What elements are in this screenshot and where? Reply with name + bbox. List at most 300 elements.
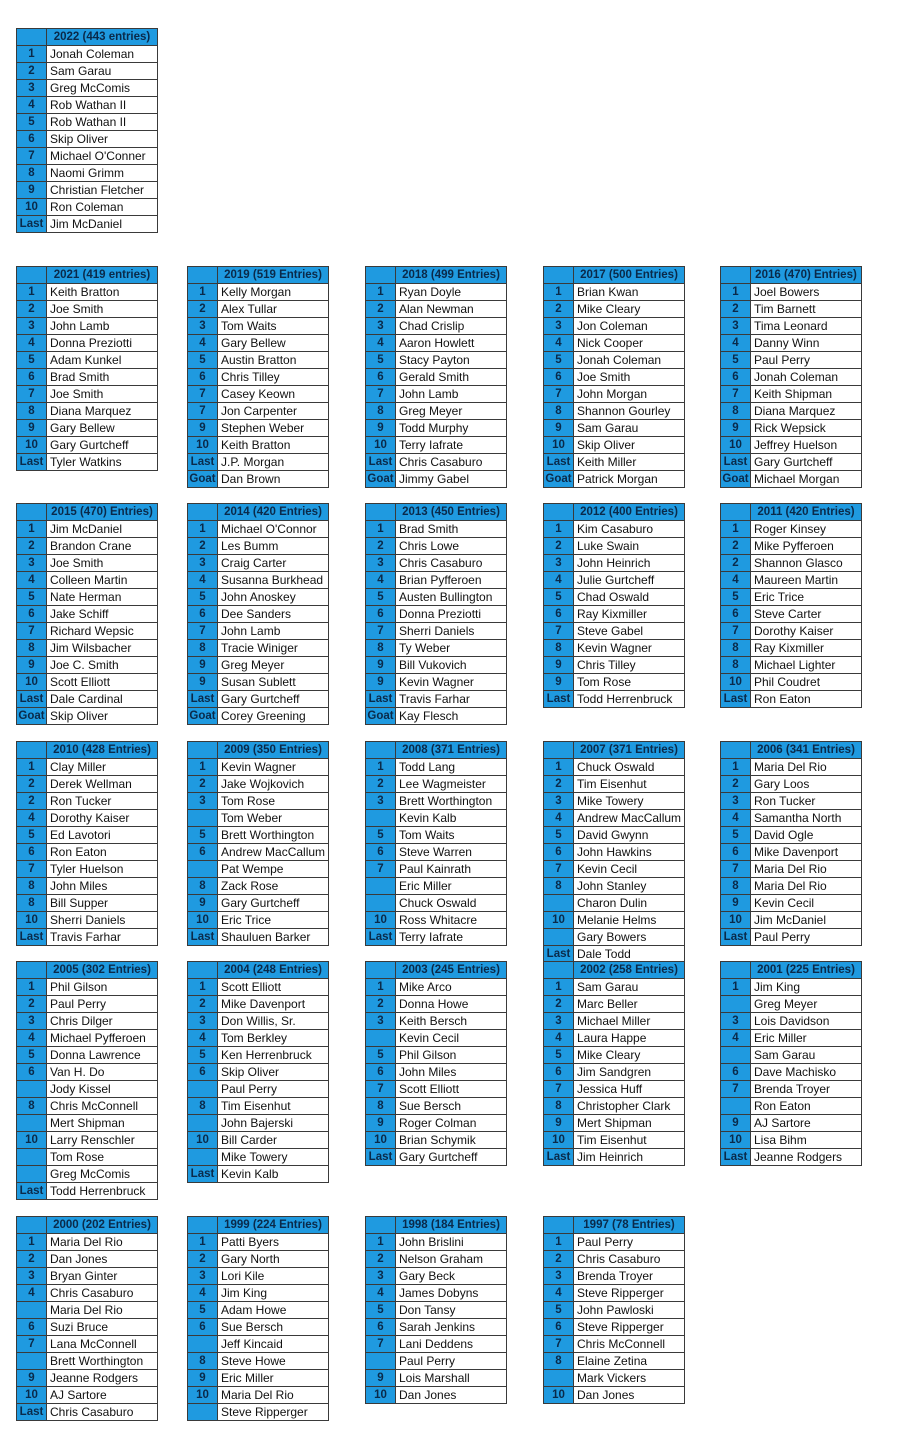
player-name-cell: Jeanne Rodgers xyxy=(47,1370,158,1387)
player-name-cell: Ty Weber xyxy=(396,640,507,657)
rank-cell: 10 xyxy=(188,1132,218,1149)
player-name-cell: Adam Kunkel xyxy=(47,352,158,369)
year-header-row xyxy=(17,267,158,284)
table-row xyxy=(17,657,158,674)
rank-cell: 2 xyxy=(544,1251,574,1268)
table-row xyxy=(366,284,507,301)
rank-cell: 6 xyxy=(721,844,751,861)
year-title: 2004 (248 Entries) xyxy=(218,962,329,979)
rank-cell: 10 xyxy=(544,437,574,454)
rank-cell: 3 xyxy=(366,1268,396,1285)
rank-cell xyxy=(366,1353,396,1370)
year-table xyxy=(16,28,158,233)
table-row xyxy=(188,895,329,912)
table-row xyxy=(366,1370,507,1387)
rank-cell: 4 xyxy=(366,572,396,589)
table-row xyxy=(17,1149,158,1166)
rank-cell: 1 xyxy=(17,46,47,63)
player-name-cell: Brenda Troyer xyxy=(751,1081,862,1098)
table-row xyxy=(366,352,507,369)
player-name-cell: Paul Perry xyxy=(751,929,862,946)
year-table xyxy=(543,1216,685,1404)
rank-cell: 5 xyxy=(17,827,47,844)
rank-cell: 6 xyxy=(366,1319,396,1336)
player-name-cell: Laura Happe xyxy=(574,1030,685,1047)
table-row xyxy=(17,165,158,182)
year-header-row xyxy=(188,1217,329,1234)
table-row xyxy=(17,420,158,437)
table-row xyxy=(17,521,158,538)
table-row xyxy=(17,776,158,793)
player-name-cell: Maria Del Rio xyxy=(751,759,862,776)
header-rank-cell xyxy=(366,504,396,521)
player-name-cell: Jim McDaniel xyxy=(47,521,158,538)
rank-cell: 8 xyxy=(17,878,47,895)
year-table xyxy=(365,503,507,725)
table-row xyxy=(366,878,507,895)
rank-cell: 9 xyxy=(366,674,396,691)
table-row xyxy=(721,674,862,691)
player-name-cell: Dale Cardinal xyxy=(47,691,158,708)
table-row xyxy=(188,844,329,861)
header-rank-cell xyxy=(188,504,218,521)
table-row xyxy=(17,199,158,216)
rank-cell: Last xyxy=(721,691,751,708)
table-row xyxy=(188,606,329,623)
player-name-cell: Maria Del Rio xyxy=(47,1302,158,1319)
rank-cell: 6 xyxy=(188,1319,218,1336)
player-name-cell: Jody Kissel xyxy=(47,1081,158,1098)
player-name-cell: Maria Del Rio xyxy=(218,1387,329,1404)
rank-cell: 10 xyxy=(721,437,751,454)
rank-cell: Last xyxy=(188,929,218,946)
rank-cell: 9 xyxy=(366,1115,396,1132)
rank-cell: 8 xyxy=(188,878,218,895)
year-title: 2018 (499 Entries) xyxy=(396,267,507,284)
table-row xyxy=(17,46,158,63)
rank-cell: 8 xyxy=(721,878,751,895)
player-name-cell: Tom Waits xyxy=(396,827,507,844)
table-row xyxy=(544,1030,685,1047)
player-name-cell: Joel Bowers xyxy=(751,284,862,301)
player-name-cell: Tom Waits xyxy=(218,318,329,335)
player-name-cell: Kevin Cecil xyxy=(751,895,862,912)
player-name-cell: John Miles xyxy=(47,878,158,895)
player-name-cell: Chuck Oswald xyxy=(396,895,507,912)
player-name-cell: Brett Worthington xyxy=(396,793,507,810)
rank-cell: 7 xyxy=(17,861,47,878)
table-row xyxy=(17,1098,158,1115)
table-row xyxy=(544,929,685,946)
rank-cell: 4 xyxy=(17,1285,47,1302)
player-name-cell: Dan Brown xyxy=(218,471,329,488)
table-row xyxy=(366,1302,507,1319)
rank-cell xyxy=(721,1047,751,1064)
rank-cell: 7 xyxy=(544,386,574,403)
player-name-cell: John Hawkins xyxy=(574,844,685,861)
rank-cell: 7 xyxy=(188,403,218,420)
table-row xyxy=(188,1370,329,1387)
rank-cell: 3 xyxy=(17,1268,47,1285)
player-name-cell: Kevin Wagner xyxy=(396,674,507,691)
table-row xyxy=(366,538,507,555)
table-row xyxy=(17,1387,158,1404)
rank-cell: 7 xyxy=(544,1336,574,1353)
table-row xyxy=(188,1013,329,1030)
table-row xyxy=(366,759,507,776)
player-name-cell: Eric Trice xyxy=(218,912,329,929)
rank-cell: 2 xyxy=(188,301,218,318)
player-name-cell: Steve Gabel xyxy=(574,623,685,640)
player-name-cell: Dan Jones xyxy=(47,1251,158,1268)
rank-cell: 5 xyxy=(366,352,396,369)
player-name-cell: Ray Kixmiller xyxy=(574,606,685,623)
player-name-cell: Chris Lowe xyxy=(396,538,507,555)
rank-cell: 9 xyxy=(366,657,396,674)
player-name-cell: Jim McDaniel xyxy=(47,216,158,233)
year-header-row xyxy=(544,267,685,284)
player-name-cell: Skip Oliver xyxy=(218,1064,329,1081)
year-title: 2007 (371 Entries) xyxy=(574,742,685,759)
player-name-cell: Christopher Clark xyxy=(574,1098,685,1115)
table-row xyxy=(188,1251,329,1268)
header-rank-cell xyxy=(721,267,751,284)
year-title: 1999 (224 Entries) xyxy=(218,1217,329,1234)
table-row xyxy=(366,844,507,861)
table-row xyxy=(544,538,685,555)
table-row xyxy=(188,403,329,420)
rank-cell: 1 xyxy=(17,284,47,301)
table-row xyxy=(544,1234,685,1251)
table-row xyxy=(721,640,862,657)
table-row xyxy=(17,589,158,606)
table-row xyxy=(366,1132,507,1149)
player-name-cell: Diana Marquez xyxy=(47,403,158,420)
player-name-cell: Sherri Daniels xyxy=(47,912,158,929)
table-row xyxy=(188,878,329,895)
year-table xyxy=(365,741,507,946)
rank-cell: 8 xyxy=(544,403,574,420)
player-name-cell: Gary Gurtcheff xyxy=(751,454,862,471)
rank-cell: 2 xyxy=(721,301,751,318)
table-row xyxy=(544,352,685,369)
table-row xyxy=(366,1064,507,1081)
table-row xyxy=(544,776,685,793)
player-name-cell: Adam Howe xyxy=(218,1302,329,1319)
player-name-cell: Joe Smith xyxy=(574,369,685,386)
player-name-cell: Donna Preziotti xyxy=(47,335,158,352)
table-row xyxy=(544,1098,685,1115)
header-rank-cell xyxy=(544,962,574,979)
table-row xyxy=(17,572,158,589)
rank-cell: 9 xyxy=(366,1370,396,1387)
table-row xyxy=(17,1166,158,1183)
rank-cell: 8 xyxy=(188,640,218,657)
rank-cell: 3 xyxy=(544,318,574,335)
rank-cell: 2 xyxy=(17,1251,47,1268)
rank-cell: 1 xyxy=(544,979,574,996)
player-name-cell: Sue Bersch xyxy=(218,1319,329,1336)
player-name-cell: Lee Wagmeister xyxy=(396,776,507,793)
player-name-cell: Craig Carter xyxy=(218,555,329,572)
year-header-row xyxy=(366,267,507,284)
rank-cell: 2 xyxy=(188,538,218,555)
rank-cell: 1 xyxy=(17,1234,47,1251)
rank-cell: 1 xyxy=(544,1234,574,1251)
year-header-row xyxy=(17,504,158,521)
rank-cell: Last xyxy=(17,1183,47,1200)
rank-cell: 9 xyxy=(544,420,574,437)
rank-cell: 6 xyxy=(17,844,47,861)
table-row xyxy=(544,979,685,996)
table-row xyxy=(17,131,158,148)
rank-cell: 3 xyxy=(721,1013,751,1030)
table-row xyxy=(544,996,685,1013)
player-name-cell: Lisa Bihm xyxy=(751,1132,862,1149)
table-row xyxy=(721,352,862,369)
player-name-cell: Travis Farhar xyxy=(47,929,158,946)
year-title: 2022 (443 entries) xyxy=(47,29,158,46)
player-name-cell: Colleen Martin xyxy=(47,572,158,589)
table-row xyxy=(17,895,158,912)
table-row xyxy=(544,420,685,437)
player-name-cell: Van H. Do xyxy=(47,1064,158,1081)
player-name-cell: John Stanley xyxy=(574,878,685,895)
player-name-cell: Shannon Gourley xyxy=(574,403,685,420)
year-table xyxy=(187,503,329,725)
player-name-cell: Elaine Zetina xyxy=(574,1353,685,1370)
table-row xyxy=(17,114,158,131)
rank-cell: 1 xyxy=(17,979,47,996)
rank-cell: 3 xyxy=(544,555,574,572)
rank-cell: 1 xyxy=(366,284,396,301)
rank-cell: 10 xyxy=(366,1387,396,1404)
table-row xyxy=(188,674,329,691)
player-name-cell: Gary Bowers xyxy=(574,929,685,946)
table-row xyxy=(721,895,862,912)
table-row xyxy=(17,1268,158,1285)
player-name-cell: Ron Eaton xyxy=(47,844,158,861)
table-row xyxy=(366,1319,507,1336)
player-name-cell: Steve Ripperger xyxy=(218,1404,329,1421)
player-name-cell: John Brislini xyxy=(396,1234,507,1251)
table-row xyxy=(17,437,158,454)
year-header-row xyxy=(721,742,862,759)
player-name-cell: Ron Tucker xyxy=(751,793,862,810)
player-name-cell: Dan Jones xyxy=(396,1387,507,1404)
player-name-cell: Jim McDaniel xyxy=(751,912,862,929)
player-name-cell: Scott Elliott xyxy=(396,1081,507,1098)
player-name-cell: Jonah Coleman xyxy=(574,352,685,369)
rank-cell: 7 xyxy=(17,386,47,403)
rank-cell: 2 xyxy=(188,996,218,1013)
player-name-cell: Skip Oliver xyxy=(574,437,685,454)
table-row xyxy=(721,929,862,946)
table-row xyxy=(366,606,507,623)
table-row xyxy=(366,1030,507,1047)
rank-cell: 6 xyxy=(17,131,47,148)
player-name-cell: Dorothy Kaiser xyxy=(47,810,158,827)
table-row xyxy=(17,182,158,199)
table-row xyxy=(721,657,862,674)
year-header-row xyxy=(721,267,862,284)
table-row xyxy=(721,810,862,827)
rank-cell: Last xyxy=(721,1149,751,1166)
table-row xyxy=(721,1064,862,1081)
player-name-cell: Gary North xyxy=(218,1251,329,1268)
table-row xyxy=(188,471,329,488)
player-name-cell: John Morgan xyxy=(574,386,685,403)
year-header-row xyxy=(366,504,507,521)
rank-cell: 9 xyxy=(17,420,47,437)
table-row xyxy=(721,538,862,555)
rank-cell: 2 xyxy=(366,301,396,318)
year-header-row xyxy=(188,267,329,284)
player-name-cell: Andrew MacCallum xyxy=(218,844,329,861)
header-rank-cell xyxy=(544,267,574,284)
year-header-row xyxy=(366,962,507,979)
rank-cell: 3 xyxy=(17,555,47,572)
year-table xyxy=(187,1216,329,1421)
rank-cell: 5 xyxy=(188,352,218,369)
rank-cell: 9 xyxy=(188,1370,218,1387)
year-header-row xyxy=(544,1217,685,1234)
table-row xyxy=(544,403,685,420)
table-row xyxy=(721,284,862,301)
table-row xyxy=(188,555,329,572)
player-name-cell: Gary Bellew xyxy=(47,420,158,437)
rank-cell: 5 xyxy=(366,589,396,606)
year-header-row xyxy=(17,962,158,979)
player-name-cell: Terry Iafrate xyxy=(396,437,507,454)
table-row xyxy=(721,1013,862,1030)
table-row xyxy=(188,1030,329,1047)
player-name-cell: Gary Gurtcheff xyxy=(218,691,329,708)
table-row xyxy=(721,1132,862,1149)
rank-cell: 1 xyxy=(188,284,218,301)
player-name-cell: Mark Vickers xyxy=(574,1370,685,1387)
header-rank-cell xyxy=(188,962,218,979)
table-row xyxy=(188,1268,329,1285)
table-row xyxy=(366,572,507,589)
table-row xyxy=(188,708,329,725)
year-title: 2014 (420 Entries) xyxy=(218,504,329,521)
year-table xyxy=(720,741,862,946)
table-row xyxy=(366,1013,507,1030)
rank-cell: Last xyxy=(544,946,574,963)
rank-cell: 6 xyxy=(721,606,751,623)
player-name-cell: Andrew MacCallum xyxy=(574,810,685,827)
player-name-cell: Phil Gilson xyxy=(396,1047,507,1064)
rank-cell: 8 xyxy=(366,403,396,420)
player-name-cell: Todd Lang xyxy=(396,759,507,776)
header-rank-cell xyxy=(17,742,47,759)
player-name-cell: Mike Davenport xyxy=(751,844,862,861)
player-name-cell: Chris Dilger xyxy=(47,1013,158,1030)
player-name-cell: Maria Del Rio xyxy=(751,861,862,878)
player-name-cell: Sarah Jenkins xyxy=(396,1319,507,1336)
table-row xyxy=(17,335,158,352)
player-name-cell: Brad Smith xyxy=(47,369,158,386)
table-row xyxy=(188,810,329,827)
player-name-cell: Gary Bellew xyxy=(218,335,329,352)
table-row xyxy=(544,1047,685,1064)
rank-cell: 7 xyxy=(366,1336,396,1353)
header-rank-cell xyxy=(17,29,47,46)
table-row xyxy=(544,589,685,606)
rank-cell: 6 xyxy=(544,844,574,861)
rank-cell: 10 xyxy=(17,199,47,216)
rank-cell: Last xyxy=(544,454,574,471)
table-row xyxy=(544,895,685,912)
player-name-cell: Patti Byers xyxy=(218,1234,329,1251)
player-name-cell: Dale Todd xyxy=(574,946,685,963)
rank-cell: Last xyxy=(17,454,47,471)
table-row xyxy=(721,437,862,454)
rank-cell: 9 xyxy=(17,1370,47,1387)
rank-cell: 1 xyxy=(17,759,47,776)
table-row xyxy=(188,1064,329,1081)
rank-cell xyxy=(721,996,751,1013)
rank-cell: 2 xyxy=(544,776,574,793)
player-name-cell: Mike Cleary xyxy=(574,1047,685,1064)
table-row xyxy=(17,1081,158,1098)
player-name-cell: John Lamb xyxy=(396,386,507,403)
table-row xyxy=(544,386,685,403)
player-name-cell: Travis Farhar xyxy=(396,691,507,708)
player-name-cell: John Lamb xyxy=(47,318,158,335)
rank-cell: 7 xyxy=(17,148,47,165)
table-row xyxy=(366,1149,507,1166)
table-row xyxy=(188,1132,329,1149)
player-name-cell: Greg McComis xyxy=(47,1166,158,1183)
player-name-cell: Michael O'Conner xyxy=(47,148,158,165)
player-name-cell: Ron Eaton xyxy=(751,1098,862,1115)
table-row xyxy=(188,369,329,386)
rank-cell: 5 xyxy=(188,589,218,606)
year-table xyxy=(16,503,158,725)
player-name-cell: Susanna Burkhead xyxy=(218,572,329,589)
table-row xyxy=(188,1115,329,1132)
table-row xyxy=(188,1047,329,1064)
table-row xyxy=(544,335,685,352)
table-row xyxy=(721,369,862,386)
table-row xyxy=(721,878,862,895)
table-row xyxy=(544,793,685,810)
rank-cell: Goat xyxy=(17,708,47,725)
rank-cell xyxy=(17,1166,47,1183)
player-name-cell: Bryan Ginter xyxy=(47,1268,158,1285)
player-name-cell: Jimmy Gabel xyxy=(396,471,507,488)
table-row xyxy=(366,708,507,725)
table-row xyxy=(17,979,158,996)
player-name-cell: Danny Winn xyxy=(751,335,862,352)
player-name-cell: Paul Kainrath xyxy=(396,861,507,878)
player-name-cell: Christian Fletcher xyxy=(47,182,158,199)
player-name-cell: Ryan Doyle xyxy=(396,284,507,301)
player-name-cell: Todd Herrenbruck xyxy=(574,691,685,708)
rank-cell xyxy=(544,1370,574,1387)
rank-cell: 6 xyxy=(17,369,47,386)
player-name-cell: David Ogle xyxy=(751,827,862,844)
player-name-cell: Tim Barnett xyxy=(751,301,862,318)
rank-cell: 4 xyxy=(544,335,574,352)
table-row xyxy=(366,301,507,318)
player-name-cell: Jeanne Rodgers xyxy=(751,1149,862,1166)
rank-cell: 8 xyxy=(188,1353,218,1370)
table-row xyxy=(188,1353,329,1370)
rank-cell xyxy=(188,1115,218,1132)
